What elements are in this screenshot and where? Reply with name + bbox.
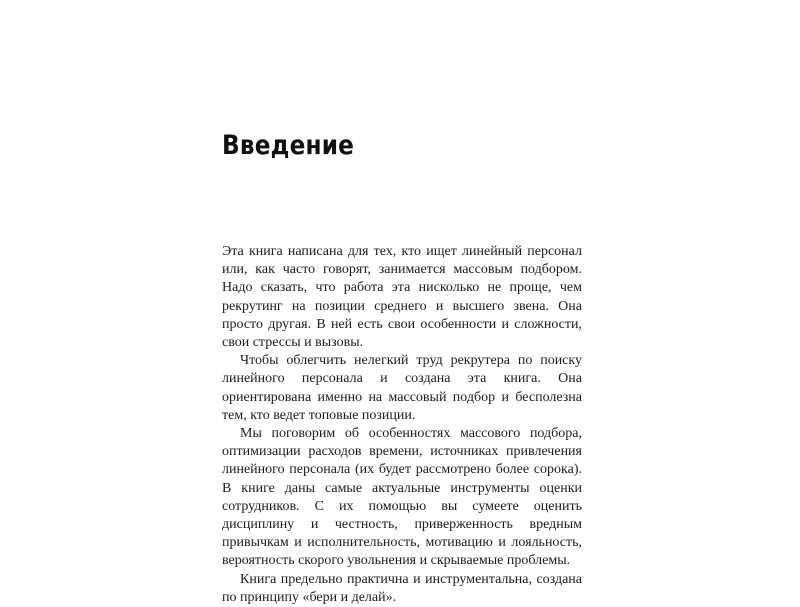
- chapter-title: Введение: [222, 130, 355, 161]
- paragraph: Мы поговорим об особенностях массового подбора, оптимизации расходов времени, источниках привлечения линейного персонала (их будет рассмотрено более сорока). В книге даны самые актуальные инструменты оценки сотрудников. С их помощью вы сумеете оценить дисциплину и честность, приверженность вредным привычкам и исполнительность, мотивацию и лояльность, вероятность скорого увольнения и скрываемые проблемы.: [222, 426, 582, 569]
- paragraph: Эта книга написана для тех, кто ищет линейный персонал или, как часто говорят, занимается массовым подбором. Надо сказать, что работа эта нисколько не проще, чем рекрутинг на позиции среднего и высшего звена. Она просто другая. В ней есть свои особенности и сложности, свои стрессы и вызовы.: [222, 244, 582, 351]
- chapter-body: [222, 243, 582, 607]
- paragraph: Книга предельно практична и инструментальна, создана по принципу «бери и делай».: [222, 571, 582, 605]
- paragraph: Чтобы облегчить нелегкий труд рекрутера по поиску линейного персонала и создана эта книга. Она ориентирована именно на массовый подбор и бесполезна тем, кто ведет топовые позиции.: [222, 353, 582, 423]
